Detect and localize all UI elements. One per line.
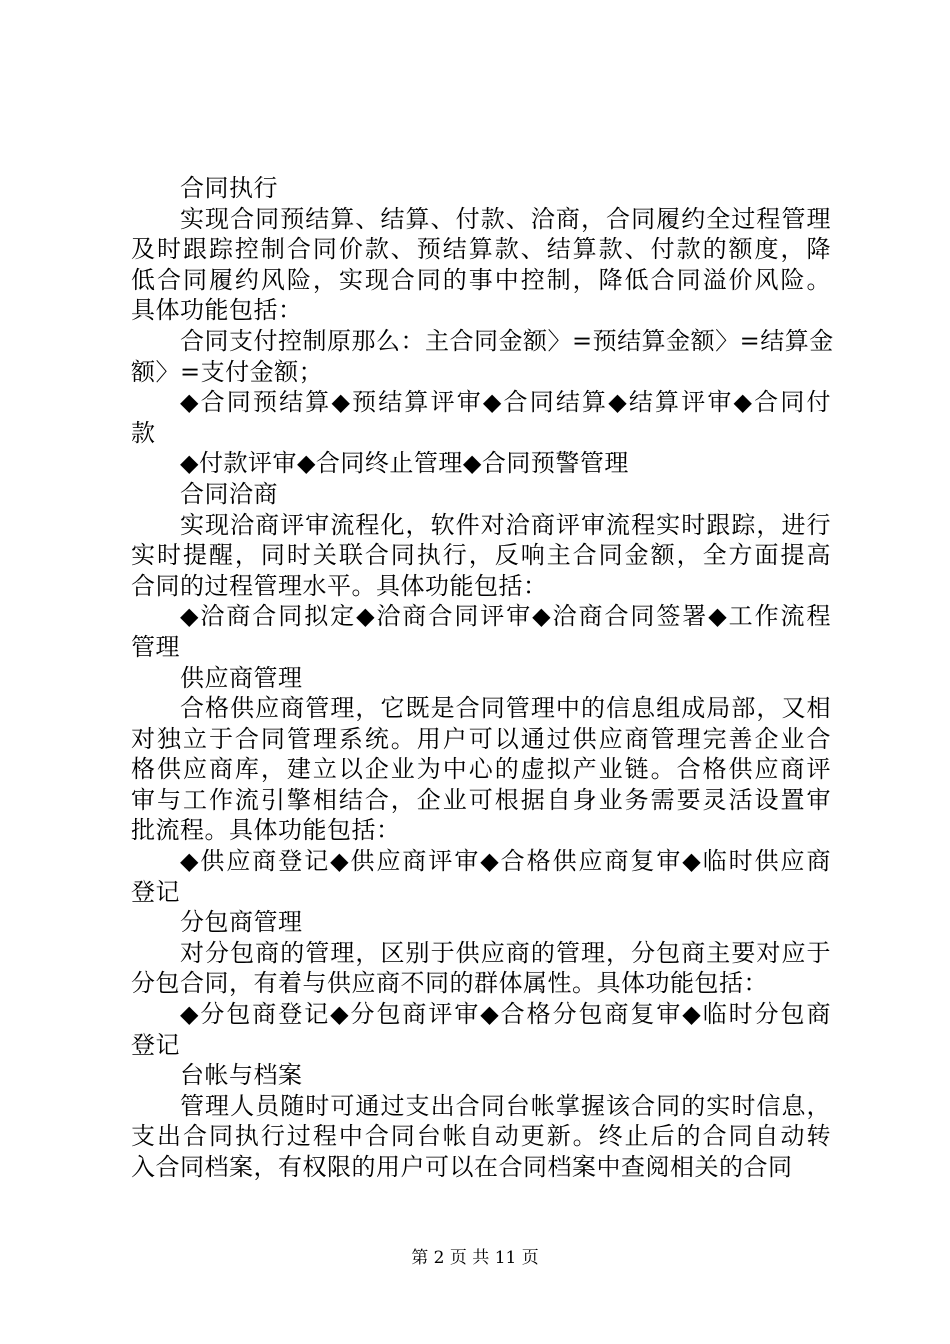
paragraph xyxy=(131,999,831,1060)
text-line: 管理 xyxy=(131,632,180,661)
section-heading xyxy=(131,663,831,694)
text-line: 登记 xyxy=(131,877,180,906)
text-line: 审与工作流引擎相结合，企业可根据自身业务需要灵活设置审 xyxy=(131,785,831,814)
text-line: 低合同履约风险，实现合同的事中控制，降低合同溢价风险。 xyxy=(131,265,831,294)
text-line: 合同支付控制原那么：主合同金额〉=预结算金额〉=结算金 xyxy=(180,326,834,355)
text-line: ◆付款评审◆合同终止管理◆合同预警管理 xyxy=(180,449,629,478)
paragraph xyxy=(131,326,834,387)
paragraph xyxy=(131,387,831,448)
text-line: 对分包商的管理，区别于供应商的管理，分包商主要对应于 xyxy=(180,938,831,967)
text-line: 实现洽商评审流程化，软件对洽商评审流程实时跟踪，进行 xyxy=(180,510,831,539)
text-line: 合同洽商 xyxy=(180,479,278,508)
document-body xyxy=(131,173,834,1183)
page-number-footer: 第 2 页 共 11 页 xyxy=(411,1248,539,1268)
text-line: 管理人员随时可通过支出合同台帐掌握该合同的实时信息， xyxy=(180,1091,831,1120)
paragraph xyxy=(131,1091,831,1183)
text-line: 批流程。具体功能包括： xyxy=(131,816,401,845)
text-line: 对独立于合同管理系统。用户可以通过供应商管理完善企业合 xyxy=(131,724,831,753)
text-line: 分包商管理 xyxy=(180,908,303,937)
text-line: 登记 xyxy=(131,1030,180,1059)
text-line: 合同的过程管理水平。具体功能包括： xyxy=(131,571,548,600)
paragraph xyxy=(131,510,831,602)
text-line: 具体功能包括： xyxy=(131,296,303,325)
section-heading xyxy=(131,907,831,938)
text-line: ◆分包商登记◆分包商评审◆合格分包商复审◆临时分包商 xyxy=(180,1000,831,1029)
section-heading xyxy=(131,479,831,510)
text-line: ◆洽商合同拟定◆洽商合同评审◆洽商合同签署◆工作流程 xyxy=(180,602,831,631)
paragraph xyxy=(131,693,831,846)
text-line: 分包合同，有着与供应商不同的群体属性。具体功能包括： xyxy=(131,969,768,998)
text-line: 实时提醒，同时关联合同执行，反响主合同金额，全方面提高 xyxy=(131,541,831,570)
text-line: 额〉=支付金额； xyxy=(131,357,324,386)
text-line: ◆合同预结算◆预结算评审◆合同结算◆结算评审◆合同付 xyxy=(180,388,831,417)
text-line: 及时跟踪控制合同价款、预结算款、结算款、付款的额度，降 xyxy=(131,235,831,264)
paragraph xyxy=(131,601,831,662)
paragraph xyxy=(131,204,831,326)
text-line: 实现合同预结算、结算、付款、洽商，合同履约全过程管理 xyxy=(180,204,831,233)
text-line: 格供应商库，建立以企业为中心的虚拟产业链。合格供应商评 xyxy=(131,755,831,784)
text-line: ◆供应商登记◆供应商评审◆合格供应商复审◆临时供应商 xyxy=(180,847,831,876)
paragraph xyxy=(131,846,831,907)
text-line: 台帐与档案 xyxy=(180,1061,303,1090)
section-heading xyxy=(131,1060,831,1091)
paragraph xyxy=(131,938,831,999)
paragraph xyxy=(131,448,831,479)
text-line: 款 xyxy=(131,418,156,447)
section-heading xyxy=(131,173,831,204)
text-line: 合格供应商管理，它既是合同管理中的信息组成局部，又相 xyxy=(180,694,831,723)
text-line: 支出合同执行过程中合同台帐自动更新。终止后的合同自动转 xyxy=(131,1122,831,1151)
text-line: 供应商管理 xyxy=(180,663,303,692)
text-line: 入合同档案，有权限的用户可以在合同档案中查阅相关的合同 xyxy=(131,1153,793,1181)
text-line: 合同执行 xyxy=(180,174,278,202)
